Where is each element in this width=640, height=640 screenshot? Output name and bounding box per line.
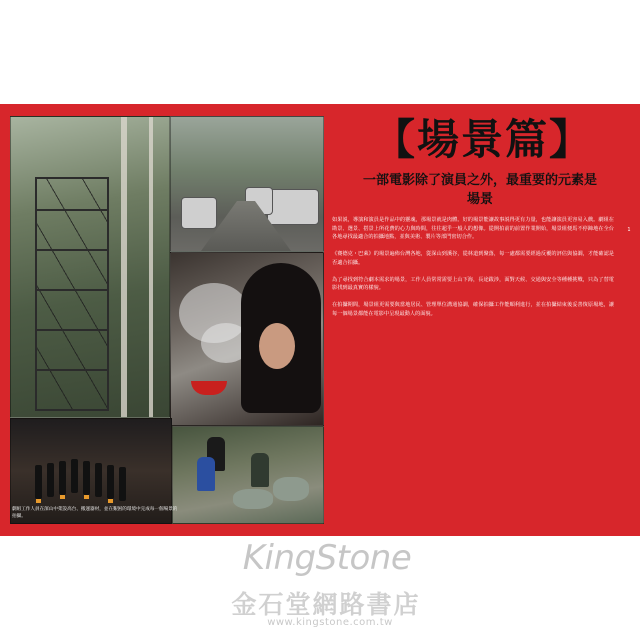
radio [119,467,126,501]
crew-member [251,453,269,487]
tree-trunk [121,117,127,417]
kingstone-chinese-name: 金石堂網路書店 [231,590,421,619]
radio [47,463,54,497]
page-title: 【場景篇】 [372,115,593,164]
red-bowl [191,381,227,395]
kingstone-logo: KingStone [242,538,412,578]
charger-light [108,499,113,503]
radio [71,459,78,493]
charger-light [60,495,65,499]
photo-caption: 劇組工作人員在深山中架設高台、搬運器材，並在艱困的環境中完成每一個場景的拍攝。 [12,507,178,519]
page-subtitle: 一部電影除了演員之外，最重要的元素是場景 [362,173,597,207]
steam-bowl-photo [170,252,324,426]
paragraph: 《賽德克・巴萊》的場景遍佈台灣各地，從深山到溪谷，從林道到聚落，每一處都需要經過反覆的評估與協調，才能確認是否適合拍攝。 [332,251,614,266]
radio [83,461,90,495]
forest-scaffold-photo [10,116,170,418]
woman-face [259,323,295,369]
car [267,189,319,225]
scaffold-tower [35,177,109,411]
paragraph: 如果説，導演和演員是作品中的靈魂，那場景就是肉體。好的場景能讓故事説得更有力量，也能讓演員更容易入戲。劇組在勘景、選景、搭景上所花費的心力與時間，往往超乎一般人的想像。從開拍前的前置作業開始，場景組便馬不停蹄地在全台各地尋找最適合的拍攝地點，並與美術、製片等部門密切合作。 [332,217,614,241]
page-number: 1 [627,227,631,233]
article-body [332,216,614,326]
charger-light [36,499,41,503]
crew-member [197,457,215,491]
rock [273,477,309,501]
charger-light [84,495,89,499]
parked-cars-photo [170,116,324,252]
car [181,197,217,229]
radio [35,465,42,499]
radio [95,463,102,497]
paragraph: 在拍攝期間，場景組更需要與當地居民、管理單位溝通協調，確保拍攝工作能順利進行，並在拍攝結束後妥善復原場地，讓每一個場景都能在電影中呈現最動人的面貌。 [332,301,614,317]
radio [107,465,114,499]
kingstone-url: www.kingstone.com.tw [267,617,393,628]
paragraph: 為了尋找到符合劇本需求的場景，工作人員常常需要上山下海，長途跋涉，面對天候、交通與安全等種種挑戰，只為了替電影找到最真實的樣貌。 [332,276,614,292]
tree-trunk [149,117,153,417]
rock [233,489,273,509]
radio [59,461,66,495]
river-crew-photo [172,426,324,524]
